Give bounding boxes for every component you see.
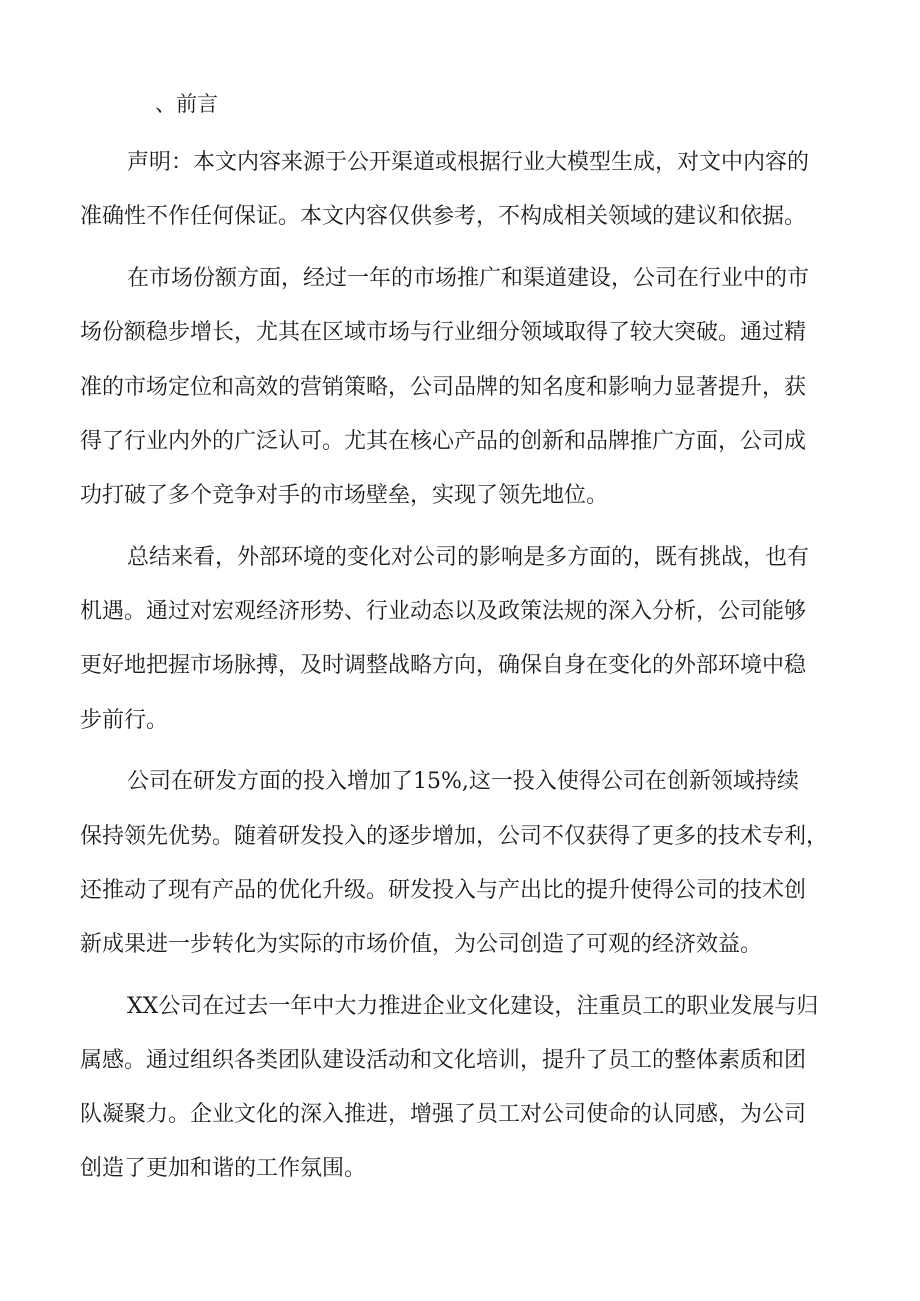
- paragraph-4-line-4: 新成果进一步转化为实际的市场价值，为公司创造了可观的经济效益。: [80, 932, 763, 957]
- paragraph-3-line-2: 机遇。通过对宏观经济形势、行业动态以及政策法规的深入分析，公司能够: [80, 599, 807, 624]
- paragraph-2-line-1: 在市场份额方面，经过一年的市场推广和渠道建设，公司在行业中的市: [127, 266, 810, 291]
- paragraph-5-line-4: 创造了更加和谐的工作氛围。: [80, 1156, 367, 1181]
- paragraph-4-line-1: 公司在研发方面的投入增加了15%,这一投入使得公司在创新领域持续: [127, 769, 799, 794]
- paragraph-1-line-2: 准确性不作任何保证。本文内容仅供参考，不构成相关领域的建议和依据。: [80, 204, 807, 229]
- paragraph-3-line-3: 更好地把握市场脉搏，及时调整战略方向，确保自身在变化的外部环境中稳: [80, 653, 807, 678]
- paragraph-2-line-2: 场份额稳步增长，尤其在区域市场与行业细分领域取得了较大突破。通过精: [80, 320, 807, 345]
- paragraph-5-line-3: 队凝聚力。企业文化的深入推进，增强了员工对公司使命的认同感，为公司: [80, 1102, 807, 1127]
- paragraph-2-line-4: 得了行业内外的广泛认可。尤其在核心产品的创新和品牌推广方面，公司成: [80, 429, 807, 454]
- paragraph-3-line-1: 总结来看，外部环境的变化对公司的影响是多方面的，既有挑战，也有: [127, 545, 810, 570]
- paragraph-4-line-2: 保持领先优势。随着研发投入的逐步增加，公司不仅获得了更多的技术专利，: [80, 824, 829, 849]
- paragraph-2-line-5: 功打破了多个竞争对手的市场壁垒，实现了领先地位。: [80, 483, 609, 508]
- paragraph-5-line-2: 属感。通过组织各类团队建设活动和文化培训，提升了员工的整体素质和团: [80, 1048, 807, 1073]
- section-heading: 、前言: [155, 92, 218, 116]
- paragraph-2-line-3: 准的市场定位和高效的营销策略，公司品牌的知名度和影响力显著提升，获: [80, 375, 807, 400]
- paragraph-1-line-1: 声明：本文内容来源于公开渠道或根据行业大模型生成，对文中内容的: [127, 150, 810, 175]
- paragraph-5-line-1: XX公司在过去一年中大力推进企业文化建设，注重员工的职业发展与归: [127, 994, 819, 1019]
- paragraph-3-line-4: 步前行。: [80, 708, 169, 733]
- paragraph-4-line-3: 还推动了现有产品的优化升级。研发投入与产出比的提升使得公司的技术创: [80, 878, 807, 903]
